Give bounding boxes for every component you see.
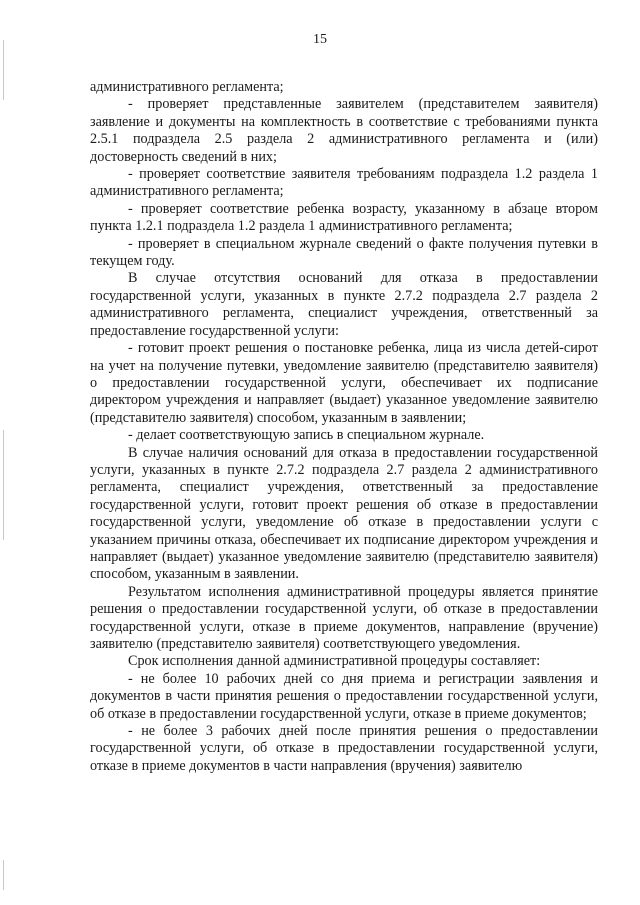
paragraph: административного регламента; bbox=[90, 79, 284, 95]
paragraph: В случае отсутствия оснований для отказа в предоставлении государственной услуги, указанных в пункте 2.7.2 подраздела 2.7 раздела 2 административного регламента, специалист учреждения, ответственный за предоставление государственной услуги: bbox=[90, 270, 598, 339]
paragraph: - не более 10 рабочих дней со дня приема и регистрации заявления и документов в части принятия решения о предоставлении государственной услуги, об отказе в предоставлении государственной услуги, отказе в приеме документов; bbox=[90, 670, 598, 722]
paragraph: - делает соответствующую запись в специальном журнале. bbox=[128, 427, 485, 444]
document-body bbox=[90, 79, 598, 775]
paragraph: - проверяет соответствие заявителя требованиям подраздела 1.2 раздела 1 административного регламента; bbox=[90, 166, 598, 200]
paragraph: В случае наличия оснований для отказа в предоставлении государственной услуги, указанных в пункте 2.7.2 подраздела 2.7 раздела 2 административного регламента, специалист учреждения, ответственный за предоставление государственной услуги, готовит проект решения об отказе в предоставлении государственной услуги, уведомление об отказе в предоставлении услуги с указанием причины отказа, обеспечивает их подписание директором учреждения и направляет (выдает) указанное уведомление заявителю (представителю заявителя) способом, указанным в заявлении. bbox=[90, 444, 598, 583]
paragraph: - проверяет соответствие ребенка возрасту, указанному в абзаце втором пункта 1.2.1 подраздела 1.2 раздела 1 административного регламента; bbox=[90, 200, 598, 235]
page-number: 15 bbox=[313, 32, 327, 47]
paragraph: - проверяет в специальном журнале сведений о факте получения путевки в текущем году. bbox=[90, 235, 598, 270]
paragraph: Срок исполнения данной административной процедуры составляет: bbox=[128, 653, 541, 670]
paragraph: - проверяет представленные заявителем (представителем заявителя) заявление и документы на комплектность в соответствие с требованиями пункта 2.5.1 подраздела 2.5 раздела 2 административного регламента и (или) достоверность сведений в них; bbox=[90, 96, 598, 165]
scan-edge-mark bbox=[3, 430, 4, 540]
paragraph: - готовит проект решения о постановке ребенка, лица из числа детей-сирот на учет на получение путевки, уведомление заявителю (представителю заявителя) о предоставлении государственной услуги, обеспечивает их подписание директором учреждения и направляет (выдает) указанное уведомление заявителю (представителю заявителя) способом, указанным в заявлении; bbox=[90, 340, 598, 426]
scan-edge-mark bbox=[3, 860, 4, 890]
scan-edge-mark bbox=[3, 40, 4, 100]
paragraph: Результатом исполнения административной процедуры является принятие решения о предоставлении государственной услуги, об отказе в предоставлении государственной услуги, отказе в приеме документов, направление (вручение) заявителю (представителю заявителя) соответствующего уведомления. bbox=[90, 583, 598, 652]
paragraph: - не более 3 рабочих дней после принятия решения о предоставлении государственной услуги, об отказе в предоставлении государственной услуги, отказе в приеме документов в части направления (вручения) заявителю bbox=[90, 723, 598, 774]
